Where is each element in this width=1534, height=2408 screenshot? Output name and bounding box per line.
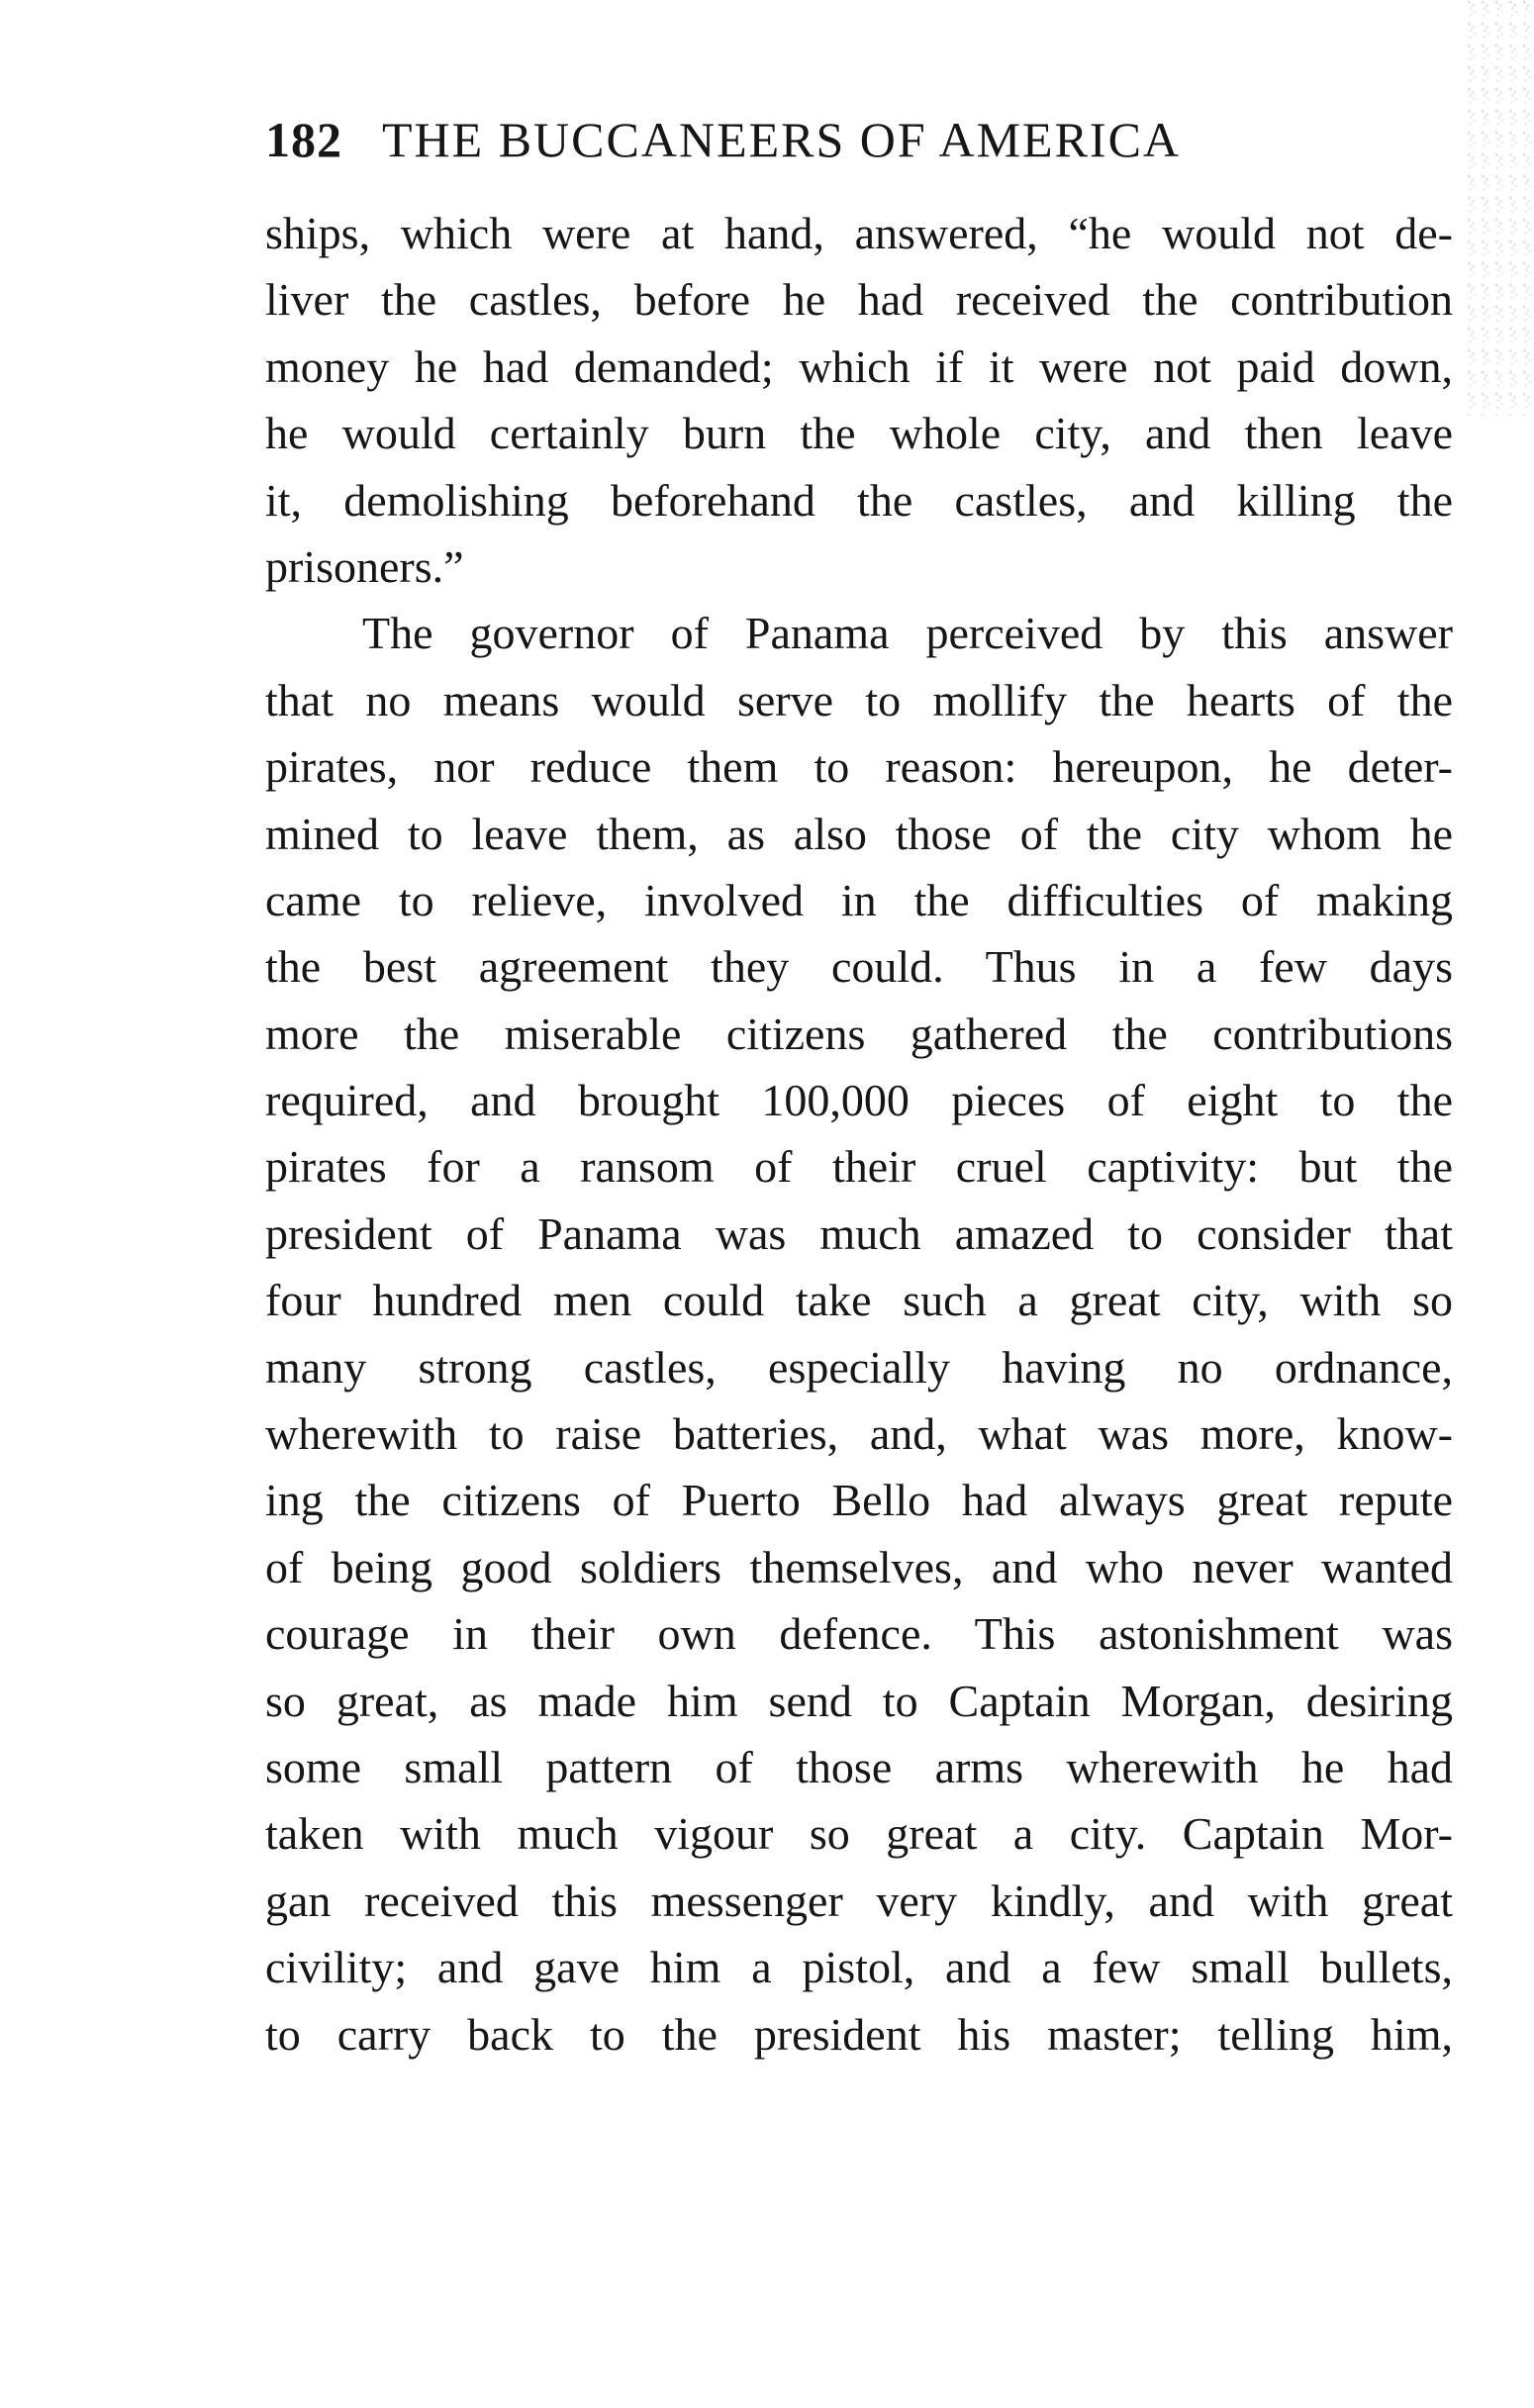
text-line: he would certainly burn the whole city, and then leave <box>265 408 1453 459</box>
text-line: four hundred men could take such a great city, with so <box>265 1275 1453 1326</box>
text-line: The governor of Panama perceived by this answer <box>362 608 1453 659</box>
text-line: the best agreement they could. Thus in a few days <box>265 941 1453 993</box>
text-line: money he had demanded; which if it were not paid down, <box>265 340 1453 392</box>
text-line: ships, which were at hand, answered, “he would not de- <box>265 208 1453 258</box>
text-line: gan received this messenger very kindly, and with great <box>265 1875 1453 1926</box>
page-header <box>265 111 1354 180</box>
text-line: required, and brought 100,000 pieces of eight to the <box>265 1075 1453 1126</box>
body-text <box>265 200 1453 2068</box>
text-line: of being good soldiers themselves, and who never wanted <box>265 1541 1453 1592</box>
text-line: so great, as made him send to Captain Morgan, desiring <box>265 1675 1453 1726</box>
text-line: president of Panama was much amazed to consider that <box>265 1207 1453 1259</box>
running-head: THE BUCCANEERS OF AMERICA <box>382 112 1182 167</box>
text-line: it, demolishing beforehand the castles, and killing the <box>265 474 1453 526</box>
text-line: wherewith to raise batteries, and, what was more, know- <box>265 1408 1453 1460</box>
text-line: courage in their own defence. This astonishment was <box>265 1608 1453 1660</box>
text-line: prisoners.” <box>265 540 464 592</box>
text-line: many strong castles, especially having no ordnance, <box>265 1341 1453 1393</box>
text-line: came to relieve, involved in the difficulties of making <box>265 874 1453 925</box>
text-line: mined to leave them, as also those of the city whom he <box>265 808 1453 859</box>
text-line: pirates for a ransom of their cruel captivity: but the <box>265 1141 1453 1193</box>
text-line: civility; and gave him a pistol, and a few small bullets, <box>265 1942 1453 1993</box>
text-line: that no means would serve to mollify the hearts of the <box>265 674 1453 725</box>
text-line: more the miserable citizens gathered the contributions <box>265 1008 1453 1059</box>
text-line: liver the castles, before he had received the contribution <box>265 274 1453 326</box>
text-line: pirates, nor reduce them to reason: hereupon, he deter- <box>265 741 1453 793</box>
scan-edge-noise <box>1465 0 1534 416</box>
text-line: taken with much vigour so great a city. Captain Mor- <box>265 1808 1453 1860</box>
text-line: some small pattern of those arms wherewith he had <box>265 1741 1453 1792</box>
page-number: 182 <box>265 112 342 167</box>
text-line: to carry back to the president his master; telling him, <box>265 2008 1453 2060</box>
text-line: ing the citizens of Puerto Bello had always great repute <box>265 1475 1453 1526</box>
